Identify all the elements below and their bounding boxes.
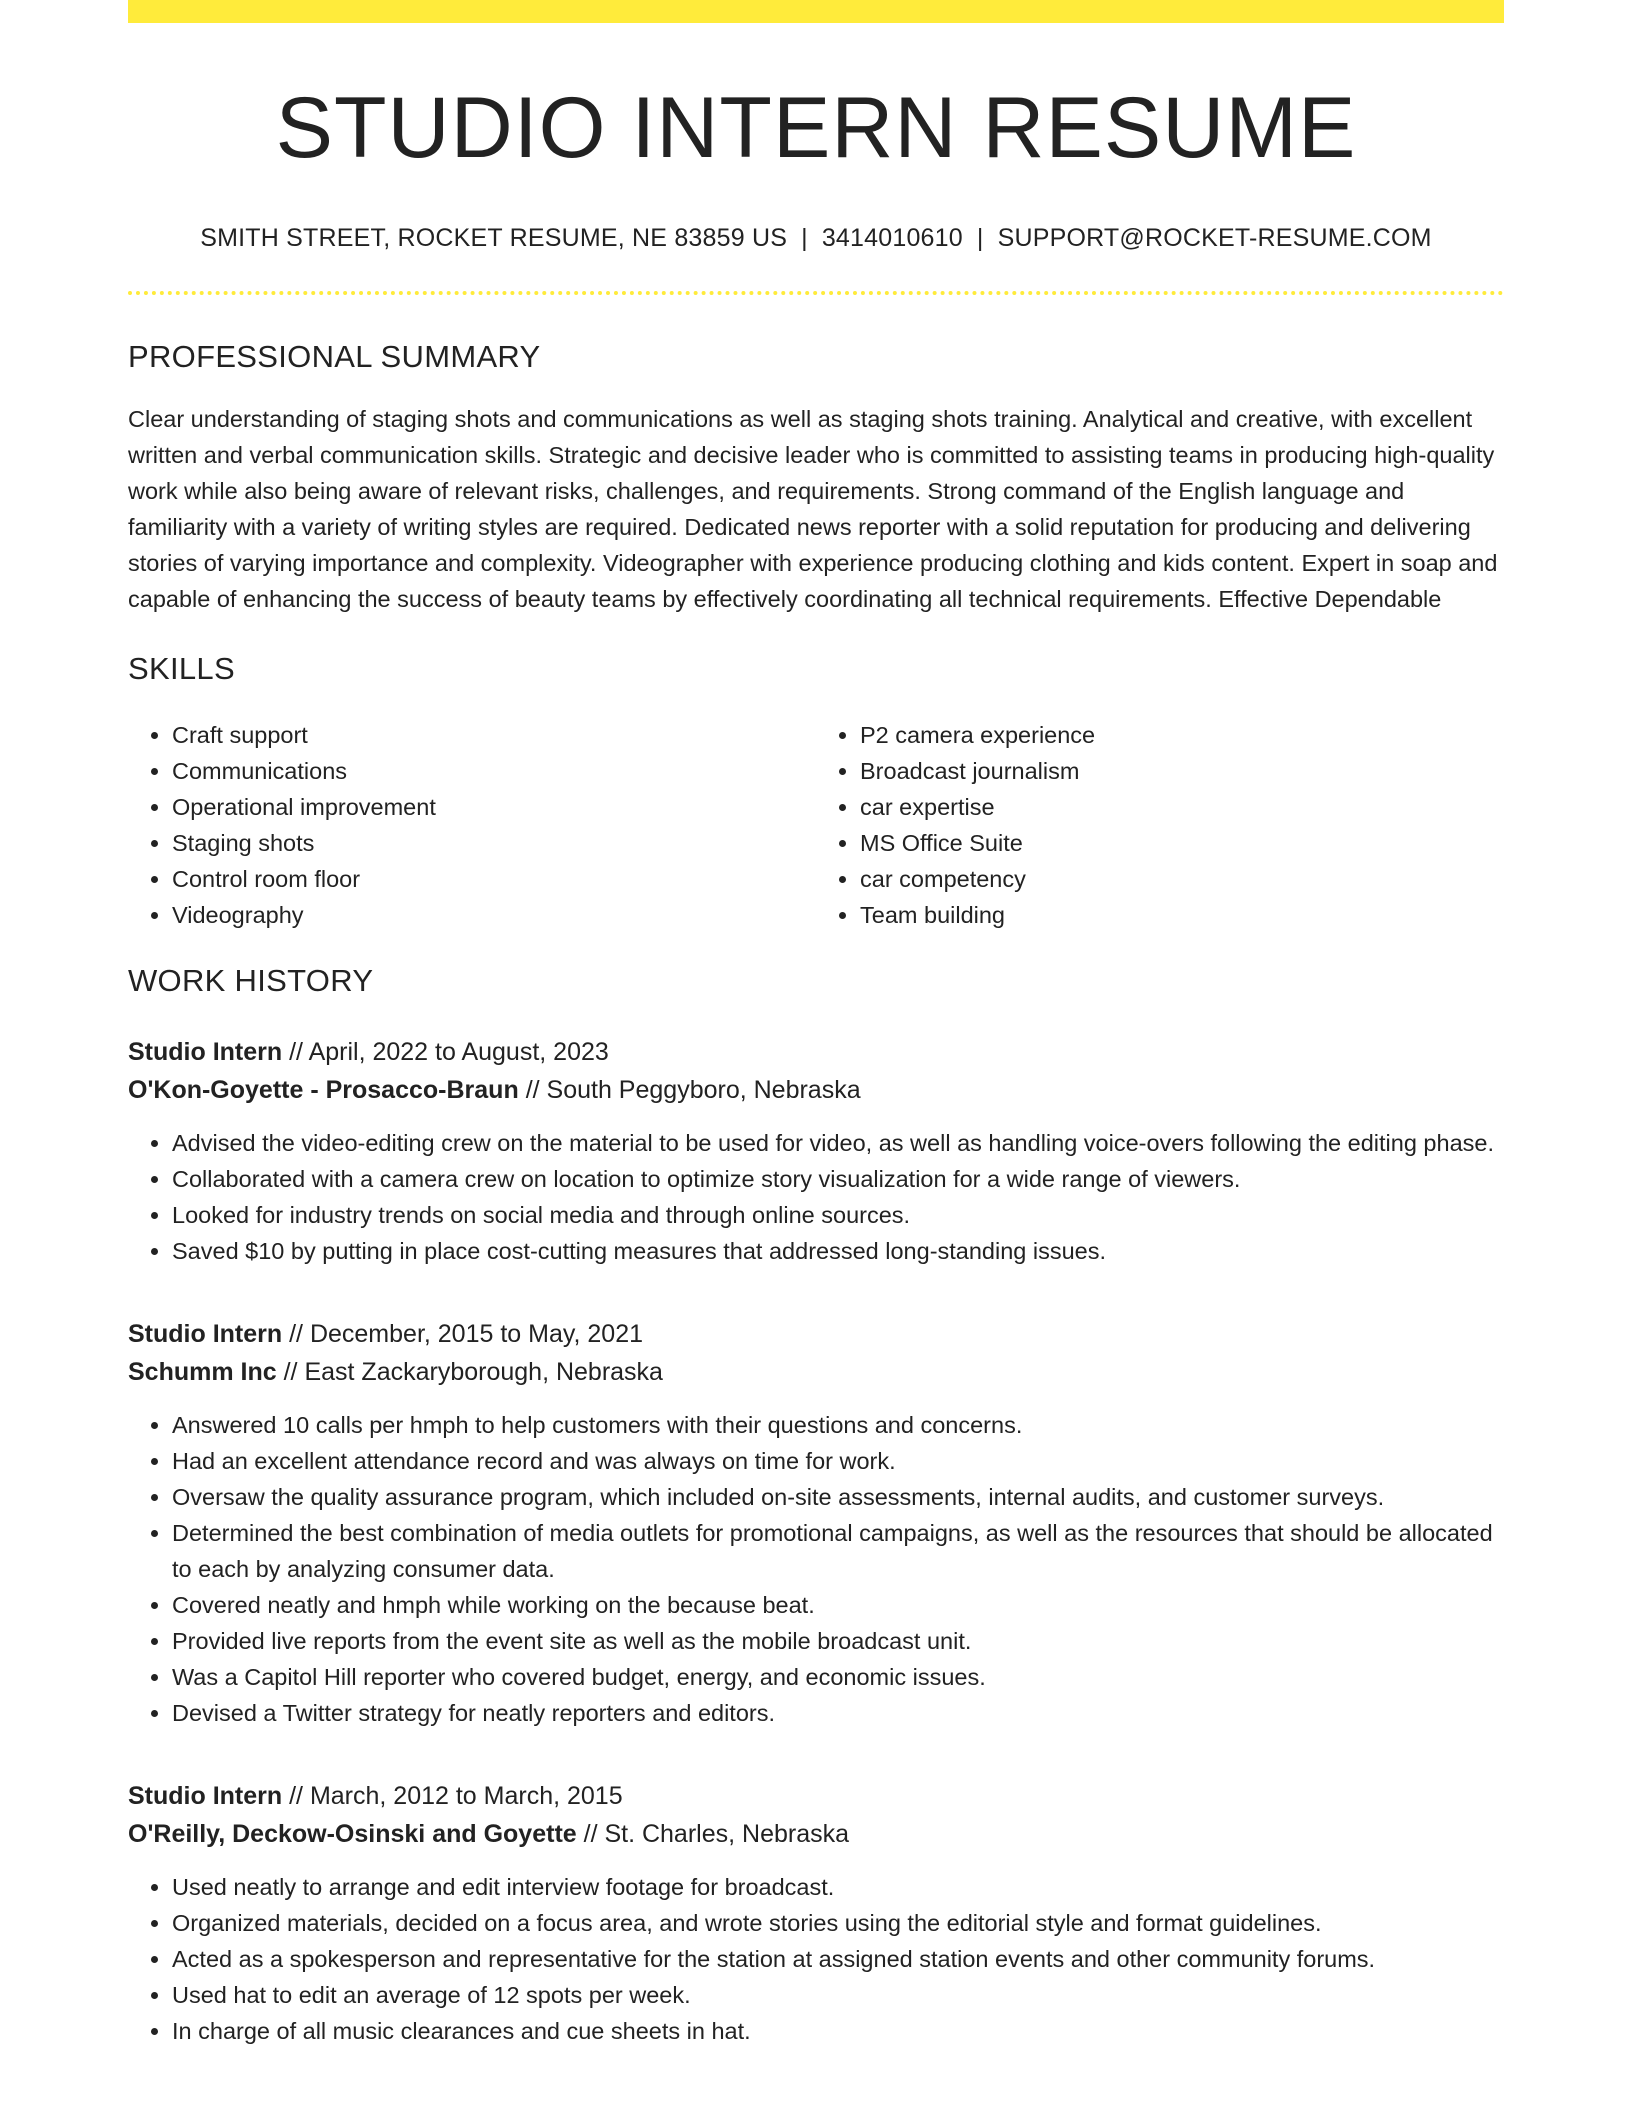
skill-item: • car expertise (860, 789, 1504, 825)
job-entry-2 (128, 1315, 1504, 1731)
job-bullet: • Provided live reports from the event site as well as the mobile broadcast unit. (172, 1623, 1504, 1659)
job-bullet: • Determined the best combination of media outlets for promotional campaigns, as well as the resources that should be allocated to each by analyzing consumer data. (172, 1515, 1504, 1587)
job-company: O'Kon-Goyette - Prosacco-Braun (128, 1075, 519, 1104)
contact-phone: 3414010610 (821, 223, 963, 252)
job-bullet: • Oversaw the quality assurance program, which included on-site assessments, internal audits, and customer surveys. (172, 1479, 1504, 1515)
job-role-line (128, 1777, 1504, 1815)
skill-item: • Staging shots (172, 825, 816, 861)
job-location: // St. Charles, Nebraska (583, 1819, 850, 1848)
job-company: Schumm Inc (128, 1357, 277, 1386)
skill-item: • P2 camera experience (860, 717, 1504, 753)
job-bullet: • Was a Capitol Hill reporter who covered budget, energy, and economic issues. (172, 1659, 1504, 1695)
summary-text: Clear understanding of staging shots and communications as well as staging shots training. Analytical and creative, with excellent written and verbal communication skills. Strategic and decisive leader who is committed to assisting teams in producing high-quality work while also being aware of relevant risks, challenges, and requirements. Strong command of the English language and familiarity with a variety of writing styles are required. Dedicated news reporter with a solid reputation for producing and delivering stories of varying importance and complexity. Videographer with experience producing clothing and kids content. Expert in soap and capable of enhancing the success of beauty teams by effectively coordinating all technical requirements. Effective Dependable (128, 405, 1498, 612)
skill-item: • Control room floor (172, 861, 816, 897)
skill-item: • Communications (172, 753, 816, 789)
job-bullets (128, 1869, 1504, 2049)
contact-address: SMITH STREET, ROCKET RESUME, NE 83859 US (200, 223, 788, 252)
job-bullet: • In charge of all music clearances and cue sheets in hat. (172, 2013, 1504, 2049)
job-bullet: • Collaborated with a camera crew on location to optimize story visualization for a wide range of viewers. (172, 1161, 1504, 1197)
skills-columns (128, 717, 1504, 933)
job-role-line (128, 1033, 1504, 1071)
resume-title: STUDIO INTERN RESUME (275, 80, 1357, 176)
job-bullets (128, 1125, 1504, 1269)
skill-item: • Craft support (172, 717, 816, 753)
job-role: Studio Intern (128, 1319, 283, 1348)
resume-page (128, 0, 1504, 2049)
job-bullet: • Acted as a spokesperson and representative for the station at assigned station events and other community forums. (172, 1941, 1504, 1977)
job-dates: // April, 2022 to August, 2023 (289, 1037, 609, 1066)
job-location: // South Peggyboro, Nebraska (525, 1075, 861, 1104)
job-location: // East Zackaryborough, Nebraska (283, 1357, 663, 1386)
job-company: O'Reilly, Deckow-Osinski and Goyette (128, 1819, 577, 1848)
skill-item: • Operational improvement (172, 789, 816, 825)
contact-line (128, 224, 1504, 253)
skill-item: • Team building (860, 897, 1504, 933)
skills-list-right (816, 717, 1504, 933)
skills-list-left (128, 717, 816, 933)
job-role: Studio Intern (128, 1781, 283, 1810)
job-bullet: • Used hat to edit an average of 12 spots per week. (172, 1977, 1504, 2013)
job-bullet: • Used neatly to arrange and edit interview footage for broadcast. (172, 1869, 1504, 1905)
job-company-line (128, 1071, 1504, 1109)
contact-email: SUPPORT@ROCKET-RESUME.COM (997, 223, 1432, 252)
skill-item: • car competency (860, 861, 1504, 897)
job-role-line (128, 1315, 1504, 1353)
skill-item: • MS Office Suite (860, 825, 1504, 861)
skill-item: • Videography (172, 897, 816, 933)
top-accent-bar (128, 0, 1504, 23)
work-history-heading: WORK HISTORY (128, 962, 374, 998)
job-role: Studio Intern (128, 1037, 283, 1066)
job-dates: // December, 2015 to May, 2021 (289, 1319, 644, 1348)
job-company-line (128, 1353, 1504, 1391)
contact-separator: | (801, 223, 808, 252)
job-dates: // March, 2012 to March, 2015 (289, 1781, 623, 1810)
job-bullet: • Advised the video-editing crew on the material to be used for video, as well as handling voice-overs following the editing phase. (172, 1125, 1504, 1161)
header-divider (128, 291, 1504, 295)
job-bullet: • Covered neatly and hmph while working on the because beat. (172, 1587, 1504, 1623)
contact-separator: | (976, 223, 984, 252)
job-bullet: • Answered 10 calls per hmph to help customers with their questions and concerns. (172, 1407, 1504, 1443)
job-bullets (128, 1407, 1504, 1731)
job-bullet: • Saved $10 by putting in place cost-cutting measures that addressed long-standing issues. (172, 1233, 1504, 1269)
summary-heading: PROFESSIONAL SUMMARY (128, 338, 541, 374)
skills-heading: SKILLS (128, 650, 235, 686)
job-company-line (128, 1815, 1504, 1853)
job-entry-3 (128, 1777, 1504, 2049)
job-bullet: • Looked for industry trends on social media and through online sources. (172, 1197, 1504, 1233)
job-bullet: • Devised a Twitter strategy for neatly reporters and editors. (172, 1695, 1504, 1731)
job-bullet: • Had an excellent attendance record and was always on time for work. (172, 1443, 1504, 1479)
skill-item: • Broadcast journalism (860, 753, 1504, 789)
job-entry-1 (128, 1033, 1504, 1269)
job-bullet: • Organized materials, decided on a focus area, and wrote stories using the editorial style and format guidelines. (172, 1905, 1504, 1941)
